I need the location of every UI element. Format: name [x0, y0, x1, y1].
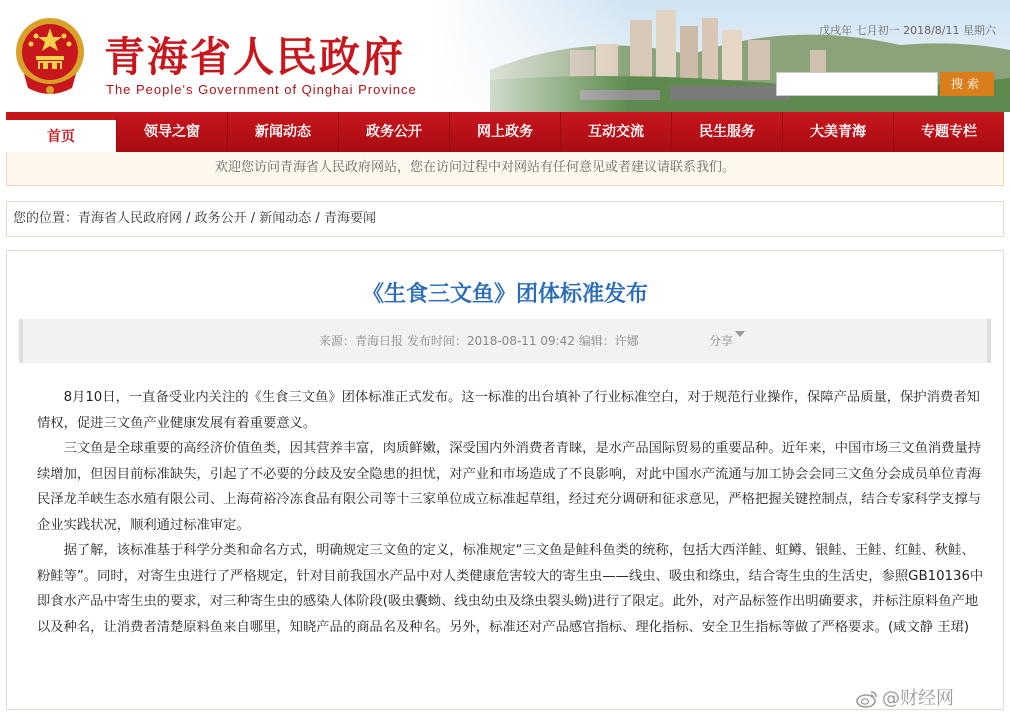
- article-title: 《生食三文鱼》团体标准发布: [361, 282, 648, 307]
- nav-item-home[interactable]: 首页: [6, 117, 117, 152]
- welcome-notice: 欢迎您访问青海省人民政府网站，您在访问过程中对网站有任何意见或者建议请联系我们。: [6, 152, 1004, 186]
- article-meta: 来源：青海日报 发布时间：2018-08-11 09:42 编辑：许娜: [319, 334, 639, 348]
- article-container: [6, 250, 1004, 710]
- article-paragraph: 据了解，该标准基于科学分类和命名方式，明确规定三文鱼的定义，标准规定“三文鱼是鲑科鱼类的统称，包括大西洋鲑、虹鳟、银鲑、王鲑、红鲑、秋鲑、粉鲑等”。同时，对寄生虫进行了严格规定，针对目前我国水产品中对人类健康危害较大的寄生虫——线虫、吸虫和绦虫，结合寄生虫的生活史，参照GB10136中即食水产品中寄生虫的要求，对三种寄生虫的感染人体阶段(吸虫囊蚴、线虫幼虫及绦虫裂头蚴)进行了限定。此外，对产品标签作出明确要求，并标注原料鱼产地以及种名，让消费者清楚原料鱼来自哪里，知晓产品的商品名及种名。另外，标准还对产品感官指标、理化指标、安全卫生指标等做了严格要求。(咸文静 王珺): [37, 543, 984, 635]
- nav-item-news[interactable]: 新闻动态: [228, 112, 339, 152]
- date-display: 戊戌年 七月初一 2018/8/11 星期六: [819, 24, 996, 37]
- site-title-english: The People's Government of Qinghai Province: [106, 82, 417, 97]
- weibo-icon: [856, 690, 878, 708]
- article-paragraph: 8月10日，一直备受业内关注的《生食三文鱼》团体标准正式发布。这一标准的出台填补了行业标准空白，对于规范行业操作，保障产品质量，保护消费者知情权，促进三文鱼产业健康发展有着重要意义。: [37, 390, 980, 431]
- breadcrumb-path[interactable]: 青海省人民政府网 / 政务公开 / 新闻动态 / 青海要闻: [78, 211, 376, 226]
- watermark: [856, 684, 954, 710]
- search-button[interactable]: 搜索: [940, 72, 994, 96]
- article-paragraph: 三文鱼是全球重要的高经济价值鱼类，因其营养丰富，肉质鲜嫩，深受国内外消费者青睐，是水产品国际贸易的重要品种。近年来，中国市场三文鱼消费量持续增加，但因目前标准缺失，引起了不必要的分歧及安全隐患的担忧，对产业和市场造成了不良影响，对此中国水产流通与加工协会会同三文鱼分会成员单位青海民泽龙羊峡生态水殖有限公司、上海荷裕冷冻食品有限公司等十三家单位成立标准起草组，经过充分调研和征求意见，严格把握关键控制点，结合专家科学支撑与企业实践状况，顺利通过标准审定。: [37, 441, 982, 533]
- nav-item-special-topics[interactable]: 专题专栏: [921, 124, 977, 140]
- nav-item-gov-affairs[interactable]: 政务公开: [339, 112, 450, 152]
- article-body: [37, 385, 987, 640]
- nav-item-online-services[interactable]: 网上政务: [450, 112, 561, 152]
- caret-down-icon: [735, 331, 745, 337]
- site-title[interactable]: 青海省人民政府: [104, 33, 405, 81]
- breadcrumb: [6, 201, 1004, 237]
- share-label: 分享: [709, 334, 734, 348]
- nav-item-interaction[interactable]: 互动交流: [561, 112, 672, 152]
- site-header: [0, 0, 1010, 112]
- breadcrumb-prefix: 您的位置：: [13, 211, 79, 226]
- watermark-text: @财经网: [882, 688, 954, 709]
- national-emblem-icon[interactable]: [14, 14, 86, 100]
- share-button[interactable]: [709, 319, 745, 363]
- nav-item-livelihood[interactable]: 民生服务: [672, 112, 783, 152]
- nav-item-qinghai-beauty[interactable]: 大美青海: [783, 112, 894, 152]
- nav-item-leaders[interactable]: 领导之窗: [117, 112, 228, 152]
- article-meta-bar: [19, 319, 991, 363]
- search-input[interactable]: [776, 72, 938, 96]
- main-nav: [6, 112, 1004, 152]
